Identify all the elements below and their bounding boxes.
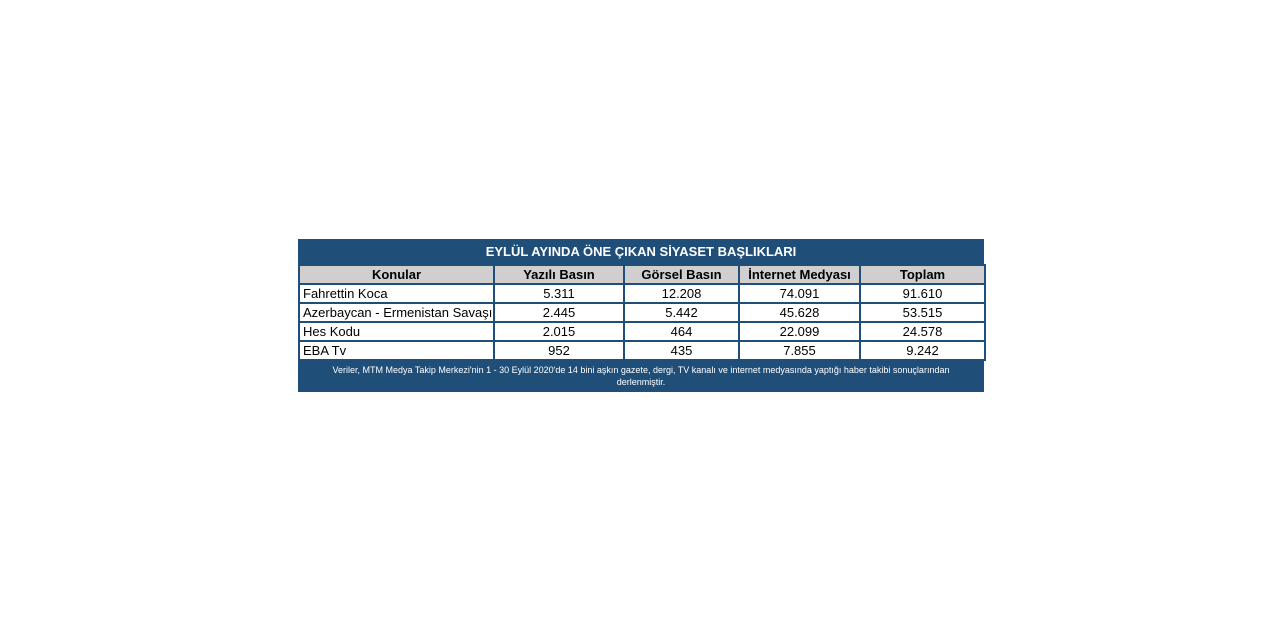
cell-yazili-basin: 952	[494, 341, 624, 360]
cell-yazili-basin: 2.015	[494, 322, 624, 341]
row-topic: Fahrettin Koca	[299, 284, 494, 303]
column-header-internet-medyasi: İnternet Medyası	[739, 265, 860, 284]
cell-gorsel-basin: 464	[624, 322, 739, 341]
row-topic: Hes Kodu	[299, 322, 494, 341]
cell-toplam: 9.242	[860, 341, 985, 360]
cell-gorsel-basin: 5.442	[624, 303, 739, 322]
table-row	[299, 284, 985, 303]
cell-yazili-basin: 2.445	[494, 303, 624, 322]
table-row	[299, 322, 985, 341]
table-title: EYLÜL AYINDA ÖNE ÇIKAN SİYASET BAŞLIKLARI	[485, 244, 797, 259]
row-topic: Azerbaycan - Ermenistan Savaşı	[299, 303, 494, 322]
cell-internet-medyasi: 45.628	[739, 303, 860, 322]
cell-internet-medyasi: 7.855	[739, 341, 860, 360]
cell-gorsel-basin: 12.208	[624, 284, 739, 303]
row-topic: EBA Tv	[299, 341, 494, 360]
column-header-toplam: Toplam	[860, 265, 985, 284]
cell-toplam: 91.610	[860, 284, 985, 303]
cell-toplam: 53.515	[860, 303, 985, 322]
header-row	[299, 265, 985, 284]
table-row	[299, 341, 985, 360]
media-table	[298, 264, 986, 361]
cell-toplam: 24.578	[860, 322, 985, 341]
source-footnote: Veriler, MTM Medya Takip Merkezi'nin 1 - 30 Eylül 2020'de 14 bini aşkın gazete, dergi, TV kanalı ve internet medyasında yaptığı haber takibi sonuçlarından derlenmiştir.	[332, 365, 950, 387]
column-header-konular: Konular	[299, 265, 494, 284]
column-header-yazili-basin: Yazılı Basın	[494, 265, 624, 284]
cell-internet-medyasi: 74.091	[739, 284, 860, 303]
media-table-card	[298, 239, 984, 392]
cell-internet-medyasi: 22.099	[739, 322, 860, 341]
cell-yazili-basin: 5.311	[494, 284, 624, 303]
cell-gorsel-basin: 435	[624, 341, 739, 360]
column-header-gorsel-basin: Görsel Basın	[624, 265, 739, 284]
table-row	[299, 303, 985, 322]
